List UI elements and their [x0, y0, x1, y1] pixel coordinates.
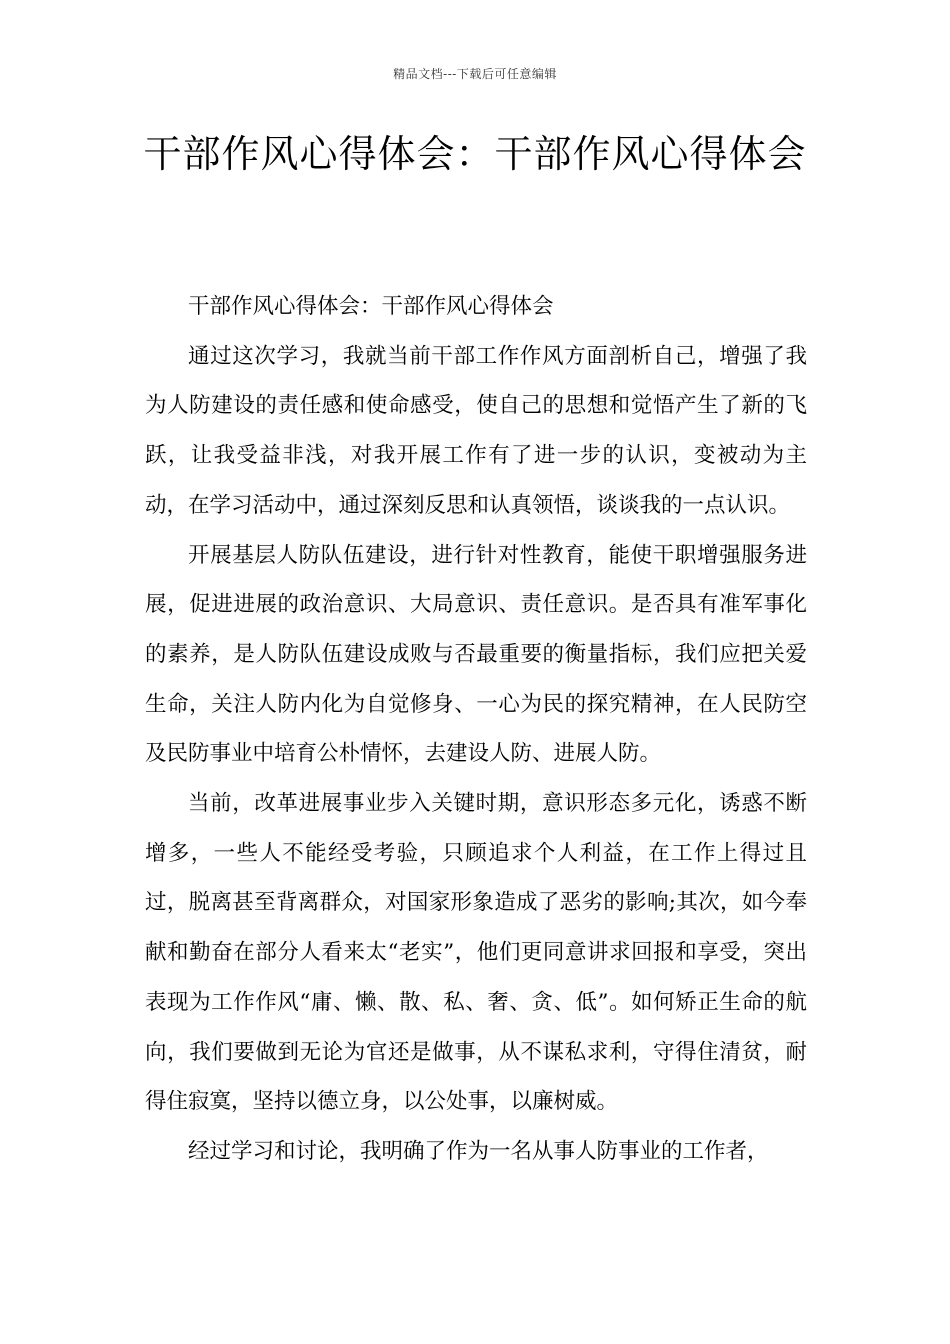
- paragraph: 通过这次学习，我就当前干部工作作风方面剖析自己，增强了我为人防建设的责任感和使命感受，使自己的思想和觉悟产生了新的飞跃，让我受益非浅，对我开展工作有了进一步的认识，变被动为主动，在学习活动中，通过深刻反思和认真领悟，谈谈我的一点认识。: [145, 343, 807, 518]
- paragraph: 当前，改革进展事业步入关键时期，意识形态多元化，诱惑不断增多，一些人不能经受考验，只顾追求个人利益，在工作上得过且过，脱离甚至背离群众，对国家形象造成了恶劣的影响;其次，如今奉献和勤奋在部分人看来太“老实”，他们更同意讲求回报和享受，突出表现为工作作风“庸、懒、散、私、奢、贪、低”。如何矫正生命的航向，我们要做到无论为官还是做事，从不谋私求利，守得住清贫，耐得住寂寞，坚持以德立身，以公处事，以廉树威。: [145, 791, 807, 1115]
- document-body: [145, 282, 807, 1177]
- header-note: 精品文档---下载后可任意编辑: [393, 67, 557, 81]
- document-title: 干部作风心得体会：干部作风心得体会: [143, 132, 807, 176]
- paragraph-subtitle: 干部作风心得体会：干部作风心得体会: [188, 294, 554, 319]
- paragraph: 经过学习和讨论，我明确了作为一名从事人防事业的工作者，: [188, 1138, 769, 1164]
- paragraph: 开展基层人防队伍建设，进行针对性教育，能使干职增强服务进展，促进进展的政治意识、大局意识、责任意识。是否具有准军事化的素养，是人防队伍建设成败与否最重要的衡量指标，我们应把关爱生命，关注人防内化为自觉修身、一心为民的探究精神，在人民防空及民防事业中培育公朴情怀，去建设人防、进展人防。: [145, 542, 807, 767]
